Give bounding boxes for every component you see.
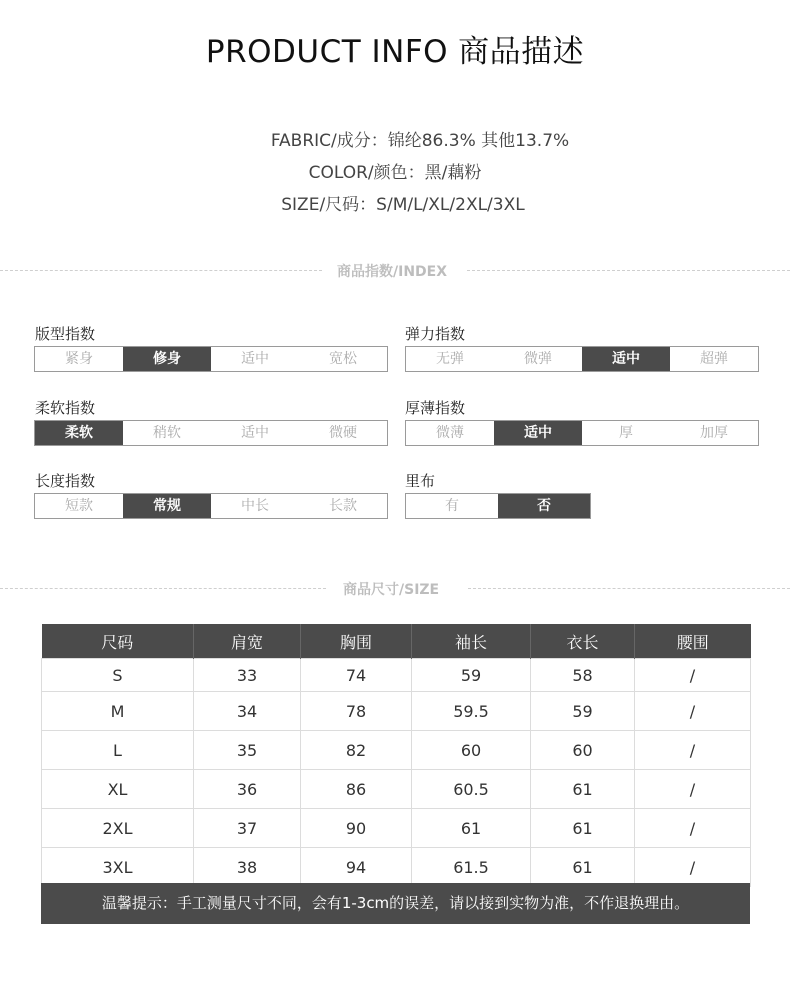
table-cell: 37 (194, 809, 301, 848)
fit-option: 修身 (123, 347, 211, 371)
table-cell: 94 (301, 848, 412, 887)
fit-index-bar (34, 346, 388, 372)
table-row (42, 809, 751, 848)
length-option: 常规 (123, 494, 211, 518)
table-cell: 59 (412, 659, 531, 692)
fit-option: 紧身 (65, 351, 93, 367)
elastic-option: 超弹 (700, 351, 728, 367)
table-cell: 58 (531, 659, 635, 692)
table-cell: L (42, 731, 194, 770)
thickness-index-bar (405, 420, 759, 446)
table-cell: 90 (301, 809, 412, 848)
table-cell: 61 (531, 770, 635, 809)
size-section-label: 商品尺寸/SIZE (343, 582, 440, 598)
thickness-option: 适中 (494, 421, 582, 445)
fit-option: 适中 (241, 351, 269, 367)
table-cell: 34 (194, 692, 301, 731)
table-cell: 38 (194, 848, 301, 887)
thickness-option: 微薄 (436, 425, 464, 441)
table-cell: / (635, 659, 751, 692)
length-option: 短款 (65, 498, 93, 514)
fit-option: 宽松 (329, 351, 357, 367)
table-row (42, 848, 751, 887)
table-cell: / (635, 770, 751, 809)
measurement-notice: 温馨提示：手工测量尺寸不同，会有1-3cm的误差，请以接到实物为准，不作退换理由。 (41, 883, 750, 924)
softness-index-bar (34, 420, 388, 446)
table-cell: 61 (531, 848, 635, 887)
fabric-info: FABRIC/成分：锦纶86.3% 其他13.7% (270, 131, 570, 151)
table-cell: 60 (531, 731, 635, 770)
lining-bar (405, 493, 591, 519)
table-header-cell: 袖长 (412, 624, 531, 659)
table-cell: 61.5 (412, 848, 531, 887)
table-cell: 86 (301, 770, 412, 809)
table-row (42, 770, 751, 809)
length-option: 长款 (329, 498, 357, 514)
size-table (41, 624, 751, 887)
size-table-header (42, 624, 751, 659)
table-cell: / (635, 809, 751, 848)
table-cell: M (42, 692, 194, 731)
size-divider (0, 579, 790, 599)
table-cell: / (635, 848, 751, 887)
table-header-cell: 胸围 (301, 624, 412, 659)
table-cell: 61 (412, 809, 531, 848)
table-cell: 60.5 (412, 770, 531, 809)
thickness-option: 加厚 (700, 425, 728, 441)
index-section-label: 商品指数/INDEX (337, 264, 448, 280)
softness-option: 适中 (241, 425, 269, 441)
softness-option: 稍软 (153, 425, 181, 441)
elastic-option: 微弹 (524, 351, 552, 367)
length-index-bar (34, 493, 388, 519)
table-cell: 2XL (42, 809, 194, 848)
table-cell: 60 (412, 731, 531, 770)
table-cell: 59.5 (412, 692, 531, 731)
thickness-index-label: 厚薄指数 (405, 399, 466, 417)
table-cell: S (42, 659, 194, 692)
title-en: PRODUCT INFO (205, 34, 449, 70)
table-header-cell: 腰围 (635, 624, 751, 659)
table-cell: XL (42, 770, 194, 809)
lining-label: 里布 (405, 472, 436, 490)
table-row (42, 731, 751, 770)
table-cell: / (635, 731, 751, 770)
table-cell: 3XL (42, 848, 194, 887)
table-header-cell: 尺码 (42, 624, 194, 659)
elastic-index-bar (405, 346, 759, 372)
softness-option: 微硬 (329, 425, 357, 441)
title-cn: 商品描述 (458, 34, 585, 70)
fit-index-label: 版型指数 (35, 325, 96, 343)
lining-option: 有 (445, 498, 459, 514)
index-divider (0, 261, 790, 281)
table-cell: 78 (301, 692, 412, 731)
table-cell: 35 (194, 731, 301, 770)
elastic-index-label: 弹力指数 (405, 325, 466, 343)
lining-option: 否 (498, 494, 590, 518)
table-cell: / (635, 692, 751, 731)
length-index-label: 长度指数 (35, 472, 96, 490)
table-cell: 74 (301, 659, 412, 692)
table-cell: 61 (531, 809, 635, 848)
table-row (42, 692, 751, 731)
elastic-option: 适中 (582, 347, 670, 371)
softness-index-label: 柔软指数 (35, 399, 96, 417)
length-option: 中长 (241, 498, 269, 514)
table-cell: 82 (301, 731, 412, 770)
softness-option: 柔软 (35, 421, 123, 445)
color-info: COLOR/颜色：黑/藕粉 (308, 163, 482, 183)
table-cell: 36 (194, 770, 301, 809)
table-cell: 33 (194, 659, 301, 692)
table-header-cell: 肩宽 (194, 624, 301, 659)
size-info: SIZE/尺码：S/M/L/XL/2XL/3XL (281, 195, 525, 215)
page-title (0, 26, 790, 71)
elastic-option: 无弹 (436, 351, 464, 367)
thickness-option: 厚 (619, 425, 633, 441)
table-header-cell: 衣长 (531, 624, 635, 659)
table-cell: 59 (531, 692, 635, 731)
table-row (42, 659, 751, 692)
